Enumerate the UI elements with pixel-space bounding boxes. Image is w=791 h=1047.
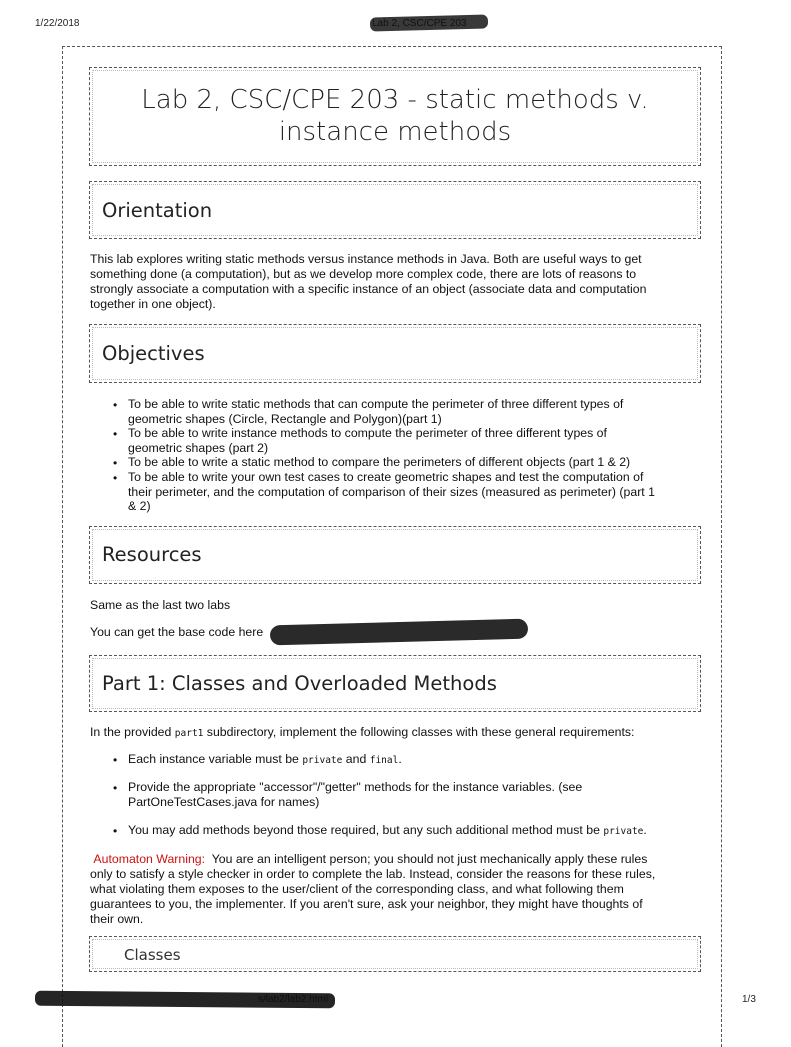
title-box [89, 67, 701, 166]
orientation-line-1: This lab explores writing static methods versus instance methods in Java. Both are useful ways to get [90, 252, 642, 266]
part1-dir-code: part1 [174, 728, 204, 739]
req1-text: Each instance variable must be [128, 752, 303, 766]
bullet-icon: • [113, 781, 118, 795]
resources-line-2: You can get the base code here [90, 625, 264, 639]
orientation-line-3: strongly associate a computation with a specific instance of an object (associate data and computation [90, 282, 647, 296]
objective-item-1 [128, 397, 698, 426]
page-title-line1: Lab 2, CSC/CPE 203 - static methods v. [141, 85, 649, 115]
bullet-icon: • [113, 398, 118, 412]
orientation-heading: Orientation [102, 199, 213, 222]
objective-4-line-2: their perimeter, and the computation of comparison of their sizes (measured as perimeter) (part 1 [128, 484, 655, 499]
requirement-item-3 [128, 823, 698, 840]
part1-intro-text: In the provided [90, 725, 175, 739]
bullet-icon: • [113, 456, 118, 470]
req3-code-private: private [603, 826, 644, 837]
objectives-heading: Objectives [102, 342, 205, 365]
objective-item-3 [128, 455, 698, 470]
warning-label: Automaton Warning: [93, 852, 206, 866]
warning-line-3: what violating them exposes to the user/client of the corresponding class, and what following them [90, 882, 624, 896]
objective-4-line-1: To be able to write your own test cases to create geometric shapes and test the computation of [128, 470, 644, 484]
print-page-number: 1/3 [742, 994, 756, 1005]
orientation-line-2: something done (a computation), but as we develop more complex code, there are lots of reasons to [90, 267, 637, 281]
bullet-icon: • [113, 471, 118, 485]
resources-heading: Resources [102, 543, 202, 566]
warning-text-1: You are an intelligent person; you should not just mechanically apply these rules [211, 852, 648, 866]
classes-heading: Classes [124, 946, 181, 964]
objective-3-line-1: To be able to write a static method to compare the perimeters of different objects (part 1 & 2) [128, 455, 631, 469]
req2-line-1: Provide the appropriate "accessor"/"getter" methods for the instance variables. (see [128, 780, 583, 794]
page-title-line2: instance methods [278, 117, 512, 147]
objective-1-line-1: To be able to write static methods that can compute the perimeter of three different types of [128, 397, 624, 411]
part1-heading: Part 1: Classes and Overloaded Methods [102, 672, 497, 695]
automaton-warning [90, 852, 702, 927]
req1-code-private: private [302, 755, 343, 766]
req2-line-2: PartOneTestCases.java for names) [128, 794, 320, 809]
resources-heading-box [89, 526, 701, 584]
req3-text: You may add methods beyond those required, but any such additional method must be [128, 823, 604, 837]
objective-4-line-3: & 2) [128, 499, 151, 513]
req1-text-2: and [342, 752, 370, 766]
bullet-icon: • [113, 427, 118, 441]
bullet-icon: • [113, 753, 118, 767]
bullet-icon: • [113, 824, 118, 838]
warning-line-1 [90, 852, 702, 867]
warning-line-5: their own. [90, 912, 144, 926]
redaction-header [370, 14, 488, 31]
objective-item-2 [128, 426, 698, 455]
req1-text-3: . [398, 752, 402, 766]
warning-line-4: guarantees to you, the implementer. If you aren't sure, ask your neighbor, they might have thoughts of [90, 897, 643, 911]
redaction-footer [35, 991, 335, 1009]
objective-2-line-2: geometric shapes (part 2) [128, 440, 269, 455]
print-date: 1/22/2018 [35, 18, 80, 29]
classes-heading-box [89, 936, 701, 972]
req1-code-final: final [369, 755, 399, 766]
orientation-line-4: together in one object). [90, 297, 216, 311]
objective-item-4 [128, 470, 698, 514]
requirement-item-2 [128, 780, 698, 809]
part1-intro-text-2: subdirectory, implement the following classes with these general requirements: [203, 725, 635, 739]
requirement-item-1 [128, 752, 698, 769]
req3-text-2: . [643, 823, 647, 837]
warning-line-2: only to satisfy a style checker in order to complete the lab. Instead, consider the reasons for these rules, [90, 867, 656, 881]
objectives-heading-box [89, 324, 701, 383]
objective-2-line-1: To be able to write instance methods to compute the perimeter of three different types of [128, 426, 607, 440]
part1-intro [90, 725, 702, 741]
orientation-heading-box [89, 181, 701, 239]
part1-heading-box [89, 655, 701, 712]
objective-1-line-2: geometric shapes (Circle, Rectangle and Polygon)(part 1) [128, 411, 442, 426]
resources-line-1: Same as the last two labs [90, 598, 231, 612]
